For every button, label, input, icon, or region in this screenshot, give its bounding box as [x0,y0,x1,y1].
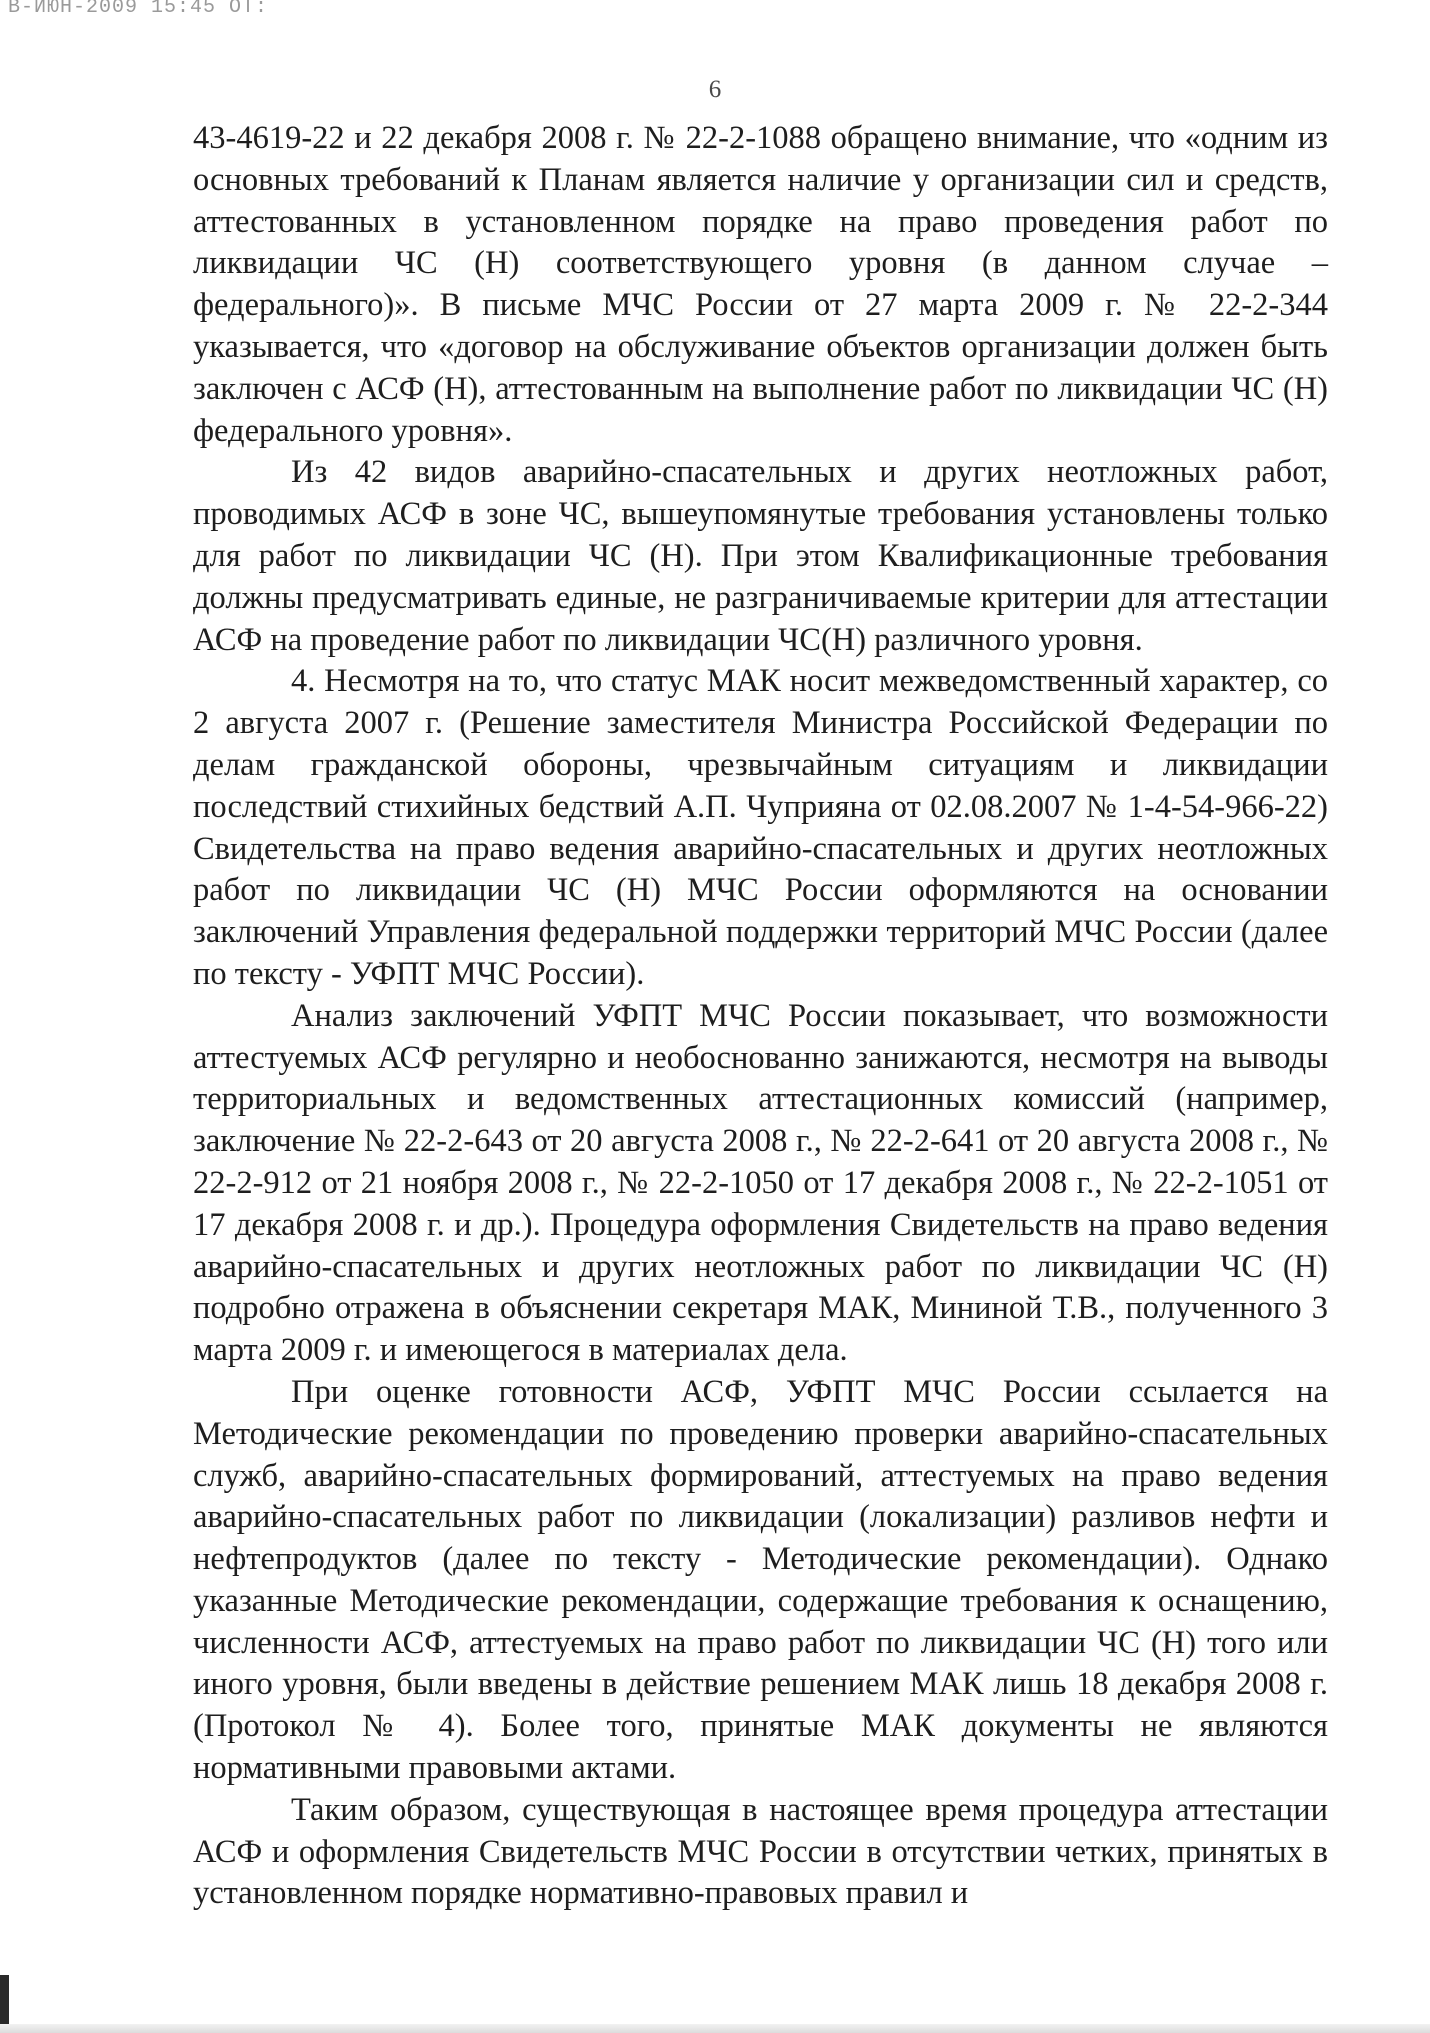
paragraph-item-4: 4. Несмотря на то, что статус МАК носит межведомственный характер, со 2 августа 2007 г. (Решение заместителя Министра Российской Федерации по делам гражданской обороны, чрезвычайным ситуациям и ликвидации последствий стихийных бедствий А.П. Чуприяна от 02.08.2007 № 1-4-54-966-22) Свидетельства на право ведения аварийно-спасательных и других неотложных работ по ликвидации ЧС (Н) МЧС России оформляются на основании заключений Управления федеральной поддержки территорий МЧС России (далее по тексту - УФПТ МЧС России). [193,663,1328,992]
paragraph-readiness-assessment: При оценке готовности АСФ, УФПТ МЧС России ссылается на Методические рекомендации по проведению проверки аварийно-спасательных служб, аварийно-спасательных формирований, аттестуемых на право ведения аварийно-спасательных работ по ликвидации (локализации) разливов нефти и нефтепродуктов (далее по тексту - Методические рекомендации). Однако указанные Методические рекомендации, содержащие требования к оснащению, численности АСФ, аттестуемых на право работ по ликвидации ЧС (Н) того или иного уровня, были введены в действие решением МАК лишь 18 декабря 2008 г. (Протокол № 4). Более того, принятые МАК документы не являются нормативными правовыми актами. [193,1373,1328,1787]
paragraph-analysis: Анализ заключений УФПТ МЧС России показывает, что возможности аттестуемых АСФ регулярно и необоснованно занижаются, несмотря на выводы территориальных и ведомственных аттестационных комиссий (например, заключение № 22-2-643 от 20 августа 2008 г., № 22-2-641 от 20 августа 2008 г., № 22-2-912 от 21 ноября 2008 г., № 22-2-1050 от 17 декабря 2008 г., № 22-2-1051 от 17 декабря 2008 г. и др.). Процедура оформления Свидетельств на право ведения аварийно-спасательных и других неотложных работ по ликвидации ЧС (Н) подробно отражена в объяснении секретаря МАК, Мининой Т.В., полученного 3 марта 2009 г. и имеющегося в материалах дела. [193,997,1328,1369]
paragraph-continuation: 43-4619-22 и 22 декабря 2008 г. № 22-2-1088 обращено внимание, что «одним из основных требований к Планам является наличие у организации сил и средств, аттестованных в установленном порядке на право проведения работ по ликвидации ЧС (Н) соответствующего уровня (в данном случае – федерального)». В письме МЧС России от 27 марта 2009 г. № 22-2-344 указывается, что «договор на обслуживание объектов организации должен быть заключен с АСФ (Н), аттестованным на выполнение работ по ликвидации ЧС (Н) федерального уровня». [193,120,1328,449]
document-body [193,118,1328,1915]
page-number: 6 [708,76,722,103]
scan-edge-bottom [0,2024,1430,2033]
paragraph-conclusion: Таким образом, существующая в настоящее время процедура аттестации АСФ и оформления Свидетельств МЧС России в отсутствии четких, принятых в установленном порядке нормативно-правовых правил и [193,1791,1328,1912]
fax-header: В-ИЮН-2009 15:45 ОТ: [8,0,269,19]
paragraph-work-types: Из 42 видов аварийно-спасательных и других неотложных работ, проводимых АСФ в зоне ЧС, вышеупомянутые требования установлены только для работ по ликвидации ЧС (Н). При этом Квалификационные требования должны предусматривать единые, не разграничиваемые критерии для аттестации АСФ на проведение работ по ликвидации ЧС(Н) различного уровня. [193,454,1328,658]
